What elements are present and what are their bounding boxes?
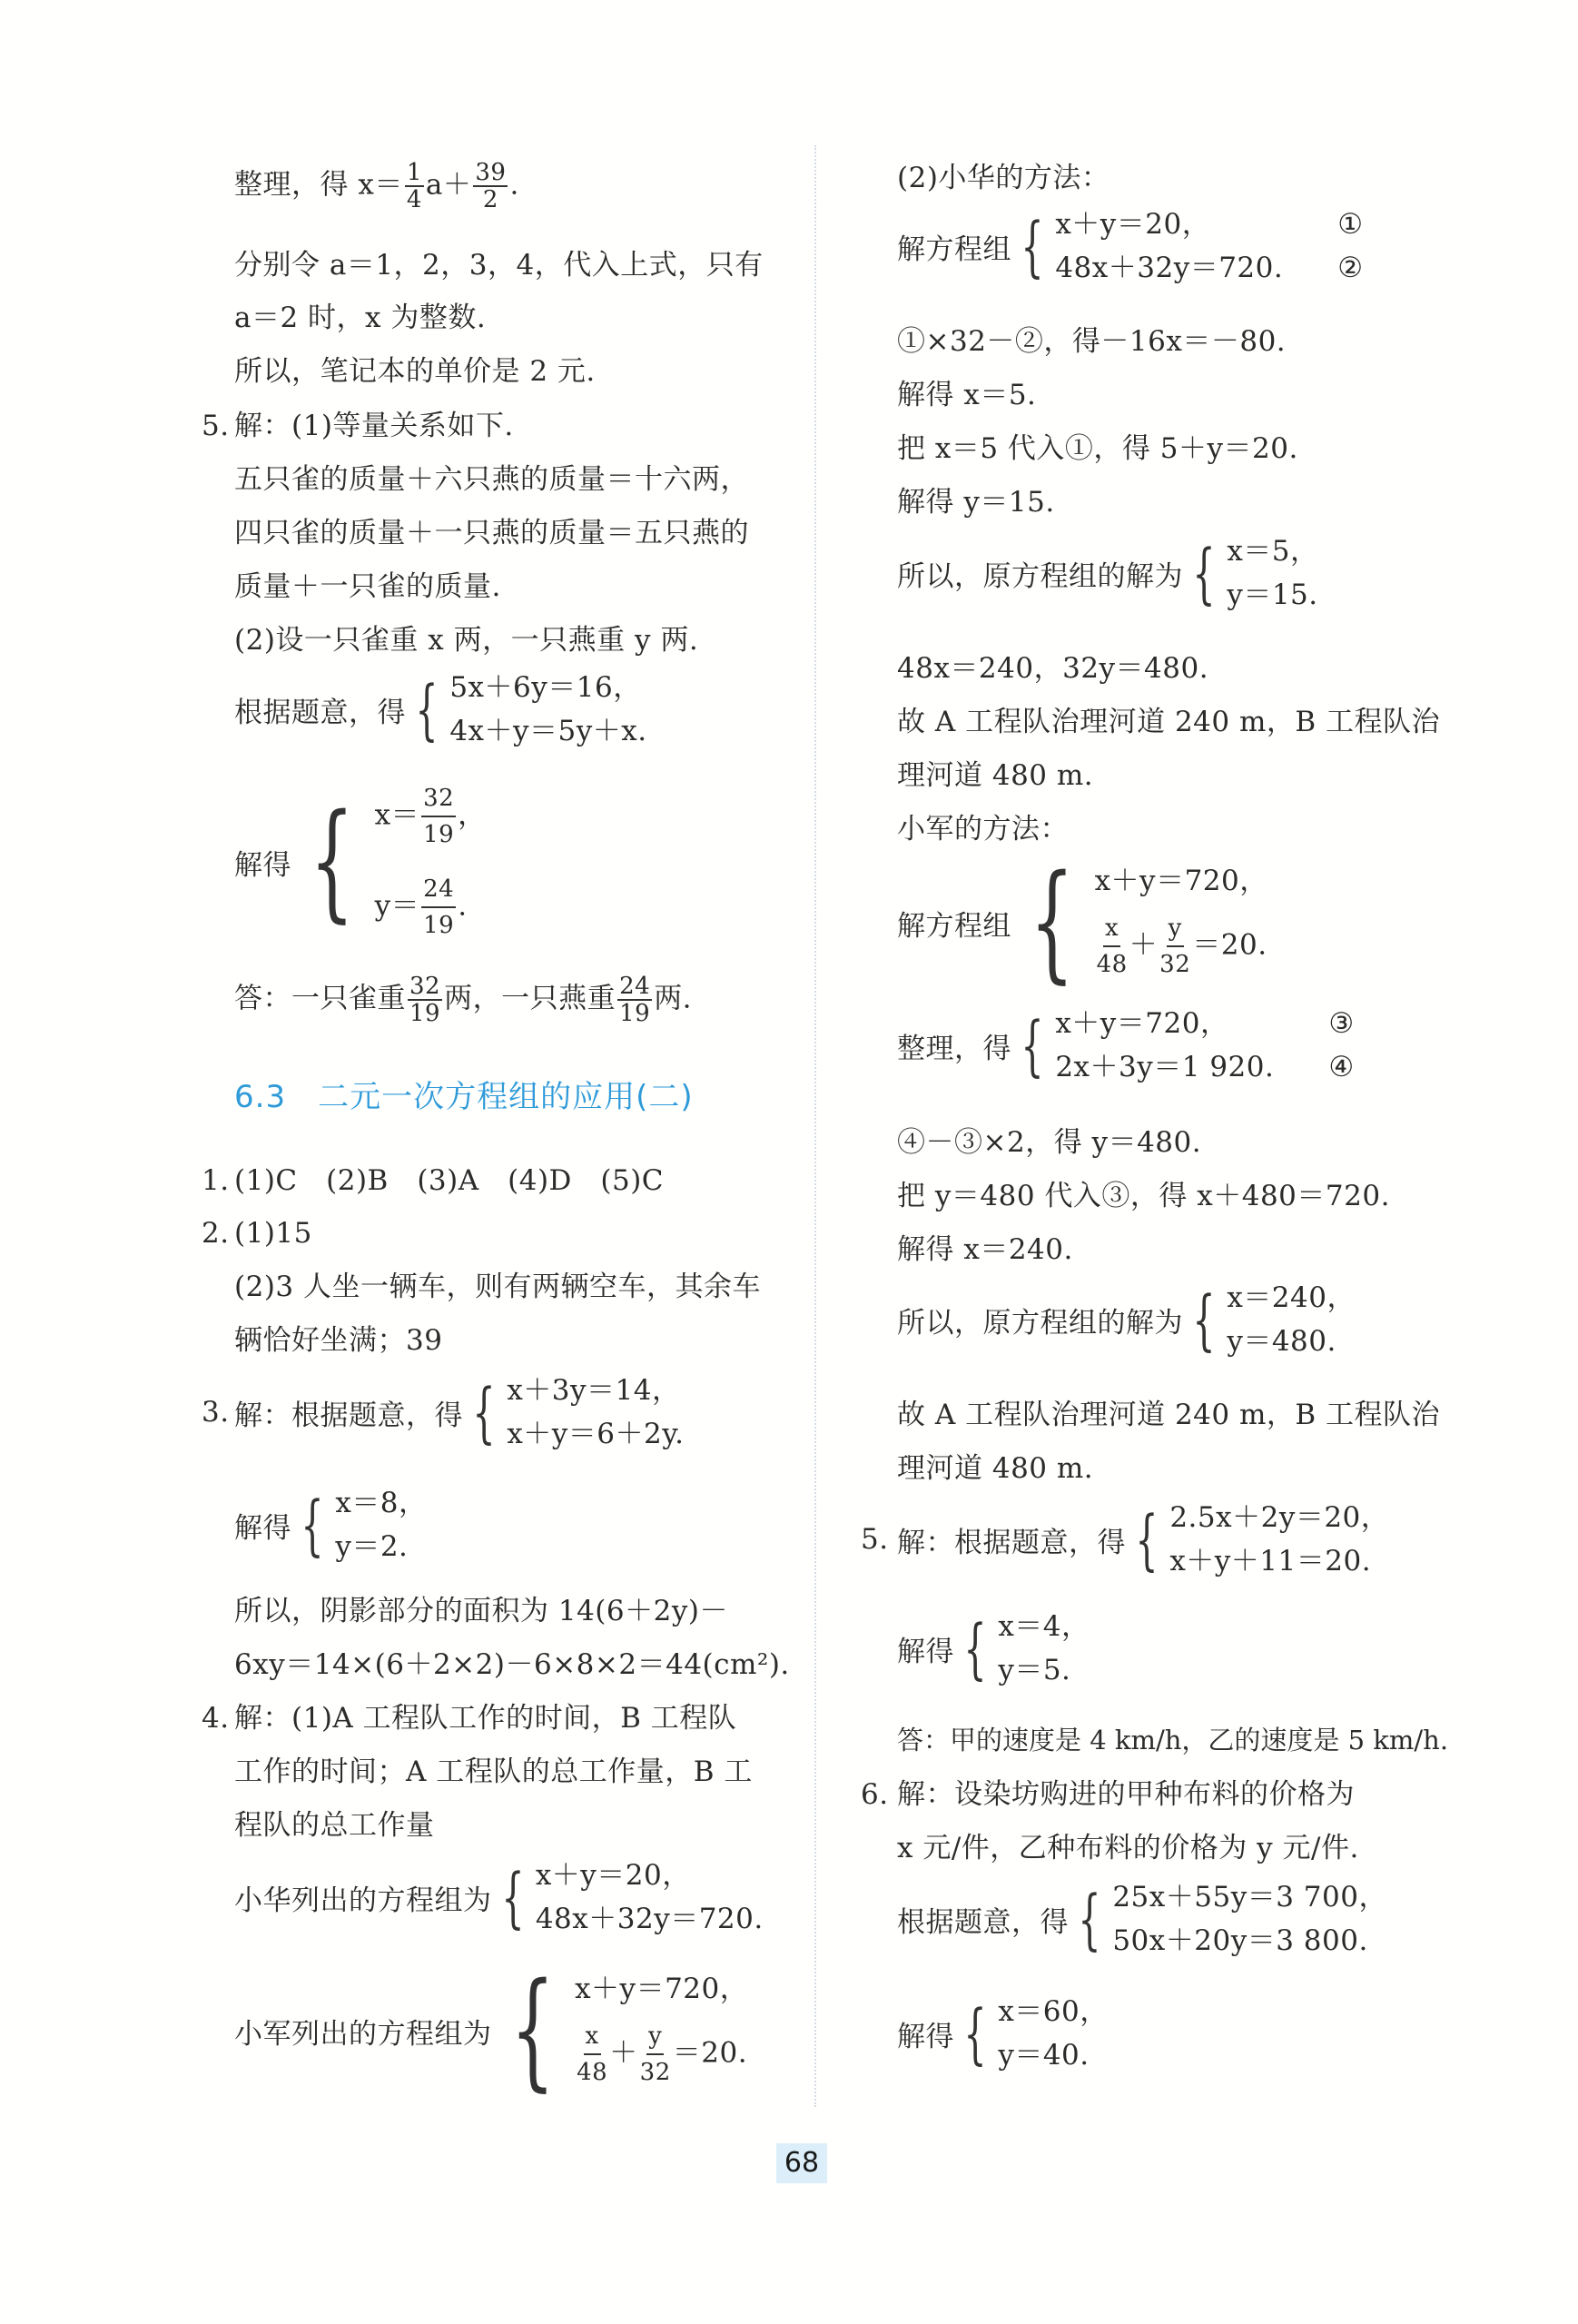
- text-line: 工作的时间；A 工程队的总工作量，B 工: [234, 1755, 753, 1788]
- text-line: 解得 x＝5.: [897, 379, 1037, 411]
- brace: {: [1078, 1881, 1101, 1957]
- solution-system: 解得 { x＝8， y＝2.: [234, 1487, 428, 1563]
- brace: {: [1021, 208, 1044, 284]
- brace: {: [500, 1859, 525, 1935]
- solution-system: 解得 { x＝ $\frac{32}{19}$ ， y＝ $\frac{24}{19}$ .: [202, 781, 487, 943]
- text-line: 小军的方法：: [897, 813, 1069, 846]
- text-line: 整理，得 x＝ $\frac{1}{4}$ a＋ $\frac{39}{2}$ .: [234, 159, 519, 213]
- answer-line: 答：一只雀重 $\frac{32}{19}$ 两，一只燕重 $\frac{24}{19}$ 两.: [234, 973, 693, 1027]
- text-line: 故 A 工程队治理河道 240 m，B 工程队治: [897, 1399, 1441, 1431]
- brace: {: [415, 671, 439, 747]
- solution-system: 所以，原方程组的解为 { x＝5， y＝15.: [897, 535, 1319, 611]
- brace: {: [310, 787, 355, 935]
- equation-system: 解方程组 { x＋y＝720， $\frac{x}{48}$ ＋ $\frac{y}{32}$ ＝20.: [897, 848, 1268, 996]
- brace: {: [301, 1487, 324, 1563]
- brace: {: [1192, 1281, 1216, 1358]
- question-1-line: 1. (1)C (2)B (3)A (4)D (5)C: [202, 1164, 665, 1197]
- text-line: 质量＋一只雀的质量.: [234, 570, 501, 603]
- fraction: $\frac{39}{2}$: [475, 159, 507, 213]
- text-line: 解得 y＝15.: [897, 486, 1055, 519]
- brace: {: [472, 1374, 496, 1450]
- question-2-line: 2. (1)15: [202, 1217, 312, 1250]
- solution-system: 解得 { x＝60， y＝40.: [897, 1995, 1109, 2072]
- text-line: 把 y＝480 代入③，得 x＋480＝720.: [897, 1180, 1390, 1212]
- text-line: 48x＝240，32y＝480.: [897, 652, 1209, 685]
- text-line: 6xy＝14×(6＋2×2)－6×8×2＝44(cm²).: [234, 1648, 790, 1681]
- text-line: x 元/件，乙种布料的价格为 y 元/件.: [897, 1832, 1359, 1864]
- question-6-line: 6. 解：设染坊购进的甲种布料的价格为: [861, 1778, 1355, 1811]
- text-line: 理河道 480 m.: [897, 1452, 1094, 1485]
- text-line: 五只雀的质量＋六只燕的质量＝十六两，: [234, 463, 749, 496]
- brace: {: [1135, 1501, 1159, 1577]
- page-number: 68: [776, 2143, 827, 2183]
- text-line: 四只雀的质量＋一只燕的质量＝五只燕的: [234, 517, 749, 549]
- text-line: 辆恰好坐满；39: [234, 1324, 443, 1357]
- brace: {: [1021, 1007, 1044, 1083]
- fraction: $\frac{1}{4}$: [406, 159, 422, 213]
- equation-system: 小军列出的方程组为 { x＋y＝720， $\frac{x}{48}$ ＋ $\frac{y}{32}$ ＝20.: [234, 1956, 749, 2104]
- text-line: 把 x＝5 代入①，得 5＋y＝20.: [897, 432, 1298, 465]
- text-line: (2)设一只雀重 x 两，一只燕重 y 两.: [234, 624, 699, 657]
- question-5-system: 5. 解：根据题意，得 { 2.5x＋2y＝20， x＋y＋11＝20.: [861, 1501, 1390, 1577]
- question-3-system: 3. 解：根据题意，得 { x＋3y＝14， x＋y＝6＋2y.: [202, 1374, 685, 1450]
- equation-system: 小华列出的方程组为 { x＋y＝20， 48x＋32y＝720.: [234, 1859, 764, 1935]
- brace: {: [963, 1995, 987, 2072]
- column-divider: [814, 145, 816, 2107]
- text-line: 分别令 a＝1，2，3，4，代入上式，只有: [234, 249, 764, 282]
- solution-system: 解得 { x＝4， y＝5.: [897, 1610, 1090, 1686]
- text-line: a＝2 时，x 为整数.: [234, 302, 487, 334]
- equation-system: 根据题意，得 { 5x＋6y＝16， 4x＋y＝5y＋x.: [234, 671, 647, 747]
- text-line: (2)3 人坐一辆车，则有两辆空车，其余车: [234, 1271, 761, 1303]
- text-line: 解得 x＝240.: [897, 1233, 1073, 1266]
- question-5-line: 5. 解：(1)等量关系如下.: [202, 410, 514, 442]
- text-line: 所以，笔记本的单价是 2 元.: [234, 355, 596, 388]
- equation-system: 根据题意，得 { 25x＋55y＝3 700， 50x＋20y＝3 800.: [897, 1881, 1387, 1957]
- text-line: 故 A 工程队治理河道 240 m，B 工程队治: [897, 706, 1441, 738]
- text-line: ①×32－②，得－16x＝－80.: [897, 325, 1287, 358]
- text-line: 程队的总工作量: [234, 1809, 435, 1842]
- brace: {: [1192, 535, 1216, 611]
- equation-system: 整理，得 { x＋y＝720， 2x＋3y＝1 920. ③ ④: [897, 1007, 1355, 1083]
- question-4-line: 4. 解：(1)A 工程队工作的时间，B 工程队: [202, 1702, 737, 1735]
- brace: {: [1030, 848, 1075, 996]
- solution-system: 所以，原方程组的解为 { x＝240， y＝480.: [897, 1281, 1356, 1358]
- section-title: 6.3 二元一次方程组的应用(二): [234, 1079, 694, 1115]
- text-line: 理河道 480 m.: [897, 759, 1094, 792]
- equation-system: 解方程组 { x＋y＝20， 48x＋32y＝720. ① ②: [897, 208, 1364, 284]
- text-line: 所以，阴影部分的面积为 14(6＋2y)－: [234, 1595, 728, 1627]
- text-line: ④－③×2，得 y＝480.: [897, 1126, 1202, 1159]
- text-line: (2)小华的方法：: [897, 162, 1110, 194]
- answer-line: 答：甲的速度是 4 km/h，乙的速度是 5 km/h.: [897, 1725, 1449, 1755]
- brace: {: [509, 1956, 555, 2104]
- brace: {: [963, 1610, 987, 1686]
